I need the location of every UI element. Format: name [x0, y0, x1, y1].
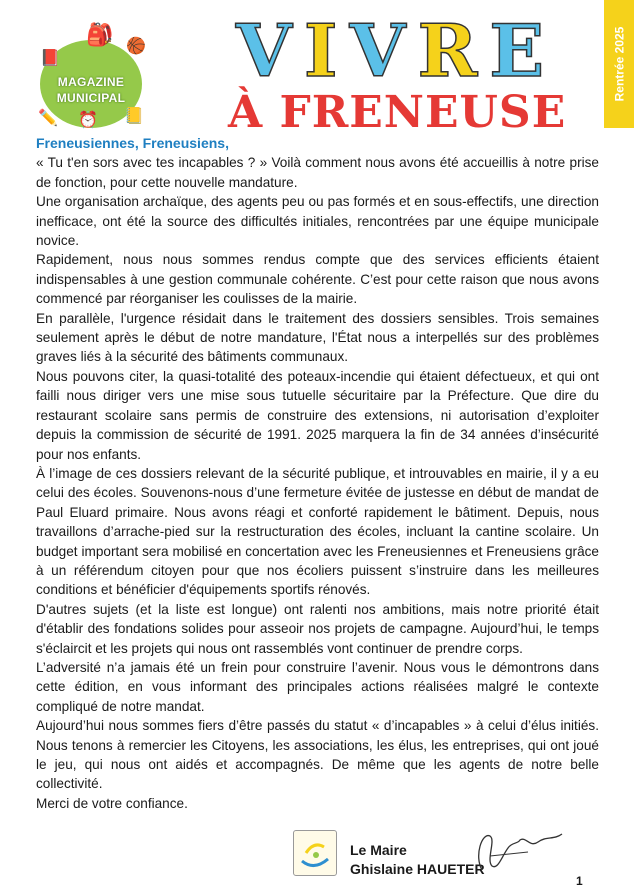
title-letter: V: [236, 8, 304, 93]
paragraph: Merci de votre confiance.: [36, 795, 188, 811]
masthead-title: [236, 10, 576, 92]
paragraph: À l’image de ces dossiers relevant de la sécurité publique, et introuvables en mairie, il y a eu celui des écoles. Souvenons-nous d’une fermeture évitée de justesse en début de mandat de Paul Eluard primaire. Nous avons réagi et conforté rapidement le bâtiment. Depuis, nous travaillons d’arrache-pied sur la restructuration des écoles, incluant la cantine scolaire. Un budget important sera mobilisé en concertation avec les Freneusiennes et Freneusiens grâce à un référendum citoyen pour que nos écoliers puissent s’instruire dans les meilleures conditions et bénéficier d'équipements sportifs rénovés.: [36, 465, 599, 598]
title-letter: R: [417, 8, 490, 93]
signature-name: Ghislaine HAUETER: [350, 861, 485, 877]
title-letter: I: [303, 8, 350, 93]
logo-text-line2: MUNICIPAL: [56, 91, 126, 105]
paragraph: Aujourd’hui nous sommes fiers d’être passés du statut « d’incapables » à celui d’élus initiés. Nous tenons à remercier les Citoyens, les associations, les élus, les entreprises, qui ont joué le jeu, qui nous ont aidés et accompagnés. De même que les agents de notre belle collectivité.: [36, 718, 599, 792]
title-letter: E: [489, 8, 557, 93]
magazine-logo: [26, 22, 156, 132]
backpack-icon: 🎒: [86, 22, 114, 47]
editorial-body: [36, 134, 599, 813]
paragraph: L’adversité n’a jamais été un frein pour construire l’avenir. Nous vous le démontrons dans cette édition, en vous informant des principales actions réalisées malgré le contexte compliqué de notre mandat.: [36, 659, 599, 714]
paragraph: En parallèle, l'urgence résidait dans le traitement des dossiers sensibles. Trois semaines seulement après le début de notre mandature, l'État nous a interpellés sur des problèmes graves liés à la sécurité des bâtiments communaux.: [36, 310, 599, 365]
town-logo: [293, 830, 337, 876]
pencil-icon: ✏️: [38, 110, 58, 127]
town-logo-icon: [294, 831, 336, 875]
page-number: 1: [576, 874, 583, 888]
signature-role: Le Maire: [350, 842, 407, 858]
edition-tab-label: Rentrée 2025: [612, 26, 626, 102]
paragraph: Une organisation archaïque, des agents peu ou pas formés et en sous-effectifs, une direction inefficace, ont été la source des difficultés initiales, rencontrées par une équipe municipale novice.: [36, 194, 599, 249]
greeting: Freneusiennes, Freneusiens,: [36, 135, 229, 151]
handwritten-signature: [468, 826, 578, 880]
paragraph: D'autres sujets (et la liste est longue) ont ralenti nos ambitions, mais notre priorité était d'établir des fondations solides pour asseoir nos projets de campagne. Aujourd’hui, le temps s'éclaircit et les projets qui nous ont rassemblés vont continuer de prendre corps.: [36, 601, 599, 656]
clock-icon: ⏰: [78, 112, 98, 129]
paragraph: Rapidement, nous nous sommes rendus compte que des services efficients étaient indispensables à une gestion communale cohérente. C’est pour cette raison que nous avons commencé par réorganiser les coulisses de la mairie.: [36, 252, 599, 307]
title-letter: V: [349, 8, 418, 93]
book-icon: 📕: [40, 50, 60, 67]
masthead-subtitle: À FRENEUSE: [228, 87, 567, 138]
edition-tab-label-wrap: [604, 0, 634, 128]
notebook-icon: 📒: [124, 108, 144, 125]
basketball-icon: 🏀: [126, 38, 146, 55]
logo-text-line1: MAGAZINE: [57, 75, 125, 89]
paragraph: « Tu t'en sors avec tes incapables ? » Voilà comment nous avons été accueillis à notre prise de fonction, pour cette nouvelle mandature.: [36, 155, 599, 190]
paragraph: Nous pouvons citer, la quasi-totalité des poteaux-incendie qui étaient défectueux, et qui ont failli nous diriger vers une mise sous tutuelle sécuritaire par la Préfecture. Que dire du restaurant scolaire sans permis de construire des extensions, ni autorisation d’exploiter depuis la commission de sécurité de 1991. 2025 marquera la fin de 34 années d’insécurité pour nos enfants.: [36, 368, 599, 462]
